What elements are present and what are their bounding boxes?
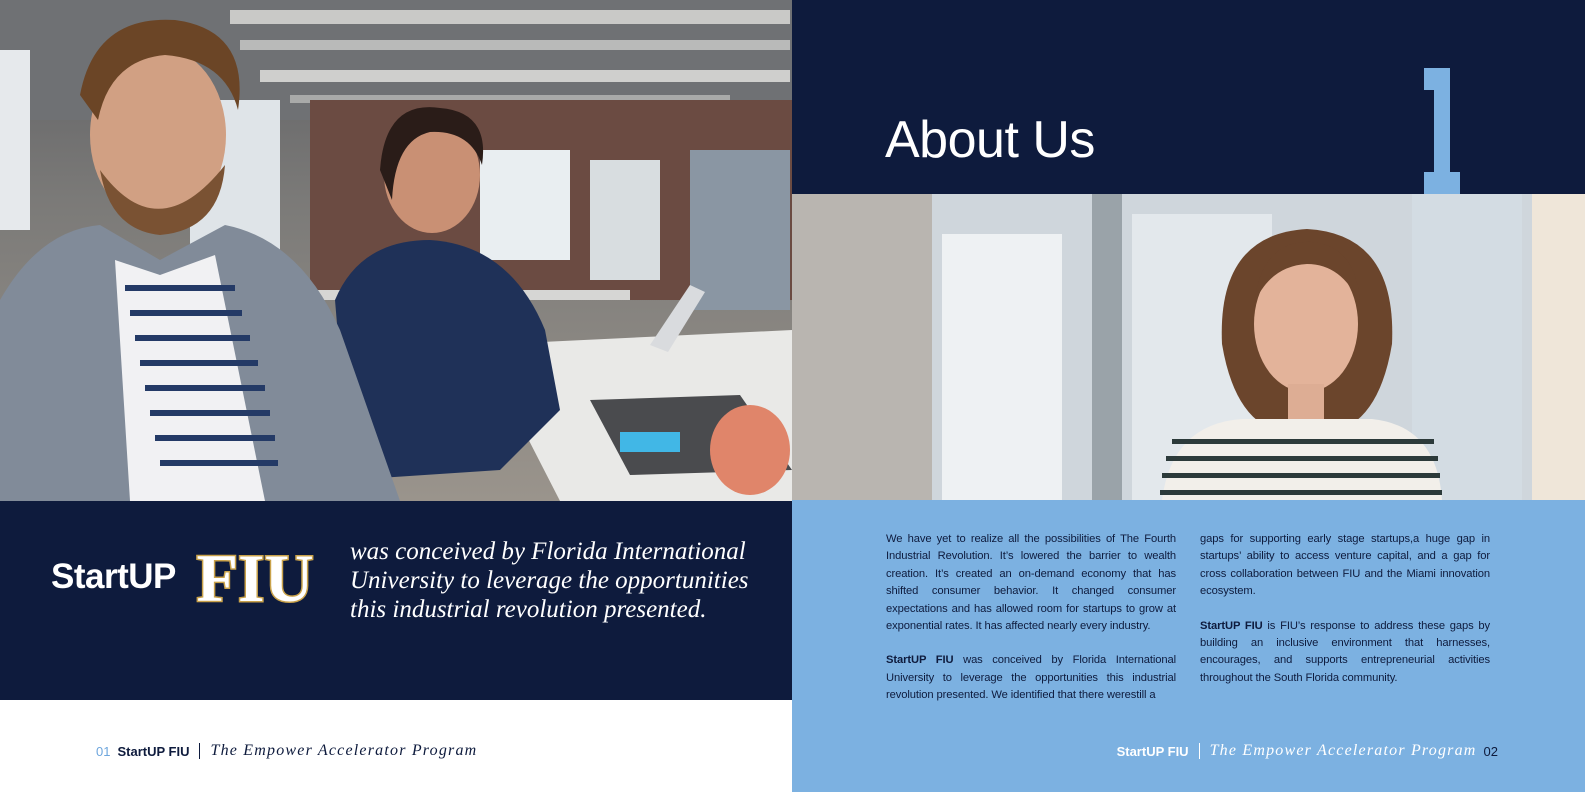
footer-brand: StartUP FIU: [117, 743, 190, 759]
section-title: About Us: [885, 111, 1095, 169]
footer-right: [1117, 741, 1498, 761]
paragraph: We have yet to realize all the possibilities of The Fourth Industrial Revolution. It’s lowered the barrier to wealth creation. It’s created an on-demand economy that has shifted consumer behavior. It changed consumer expectations and has allowed room for startups to grow at exponential rates. It has affected nearly every industry.: [886, 533, 1176, 633]
section-number: [1420, 68, 1464, 194]
quote-line: this industrial revolution presented.: [350, 596, 707, 623]
body-column-1: [886, 531, 1176, 722]
fiu-wordmark: [192, 545, 318, 607]
paragraph: [1200, 618, 1490, 688]
quote-line: was conceived by Florida International: [350, 538, 746, 565]
section-number-graphic: [1420, 68, 1464, 194]
right-page: [792, 0, 1585, 792]
section-header: [792, 0, 1585, 194]
footer-tagline: The Empower Accelerator Program: [1209, 742, 1477, 759]
body-column-2: [1200, 531, 1490, 704]
left-page: [0, 0, 792, 792]
footer-brand: StartUP FIU: [1116, 743, 1189, 759]
office-photo-illustration: [0, 0, 792, 501]
page-number: 01: [96, 743, 111, 759]
footer-tagline: The Empower Accelerator Program: [210, 742, 478, 759]
footer-divider: [1199, 743, 1200, 759]
paragraph: [886, 652, 1176, 704]
brand-quote: [350, 537, 770, 624]
page-number: 02: [1483, 743, 1498, 759]
section-number-text: 1: [1441, 188, 1443, 189]
inline-brand: StartUP FIU: [1200, 619, 1263, 632]
fiu-logo-icon: [192, 545, 318, 607]
startup-wordmark: StartUP: [51, 557, 176, 596]
fiu-logo-text: FIU: [196, 545, 314, 607]
inline-brand: StartUP FIU: [886, 654, 954, 667]
office-photo-two-people: [0, 0, 792, 501]
portrait-photo-woman: [792, 194, 1585, 500]
paragraph-text: is FIU’s response to address these gaps by building an inclusive environment that harnesses, encourages, and supports entrepreneurial activities throughout the South Florida community.: [1200, 619, 1490, 684]
portrait-photo-illustration: [792, 194, 1585, 500]
paragraph: gaps for supporting early stage startups,a huge gap in startups’ ability to access venture capital, and a gap for cross collaboration between FIU and the Miami innovation ecosystem.: [1200, 533, 1490, 598]
quote-line: University to leverage the opportunities: [350, 567, 749, 594]
footer-divider: [199, 743, 200, 759]
footer-left: [96, 741, 477, 761]
paragraph-text: was conceived by Florida International University to leverage the opportunities this industrial revolution presented. We identified that there werestill a: [886, 654, 1177, 702]
brand-band: [0, 501, 792, 700]
